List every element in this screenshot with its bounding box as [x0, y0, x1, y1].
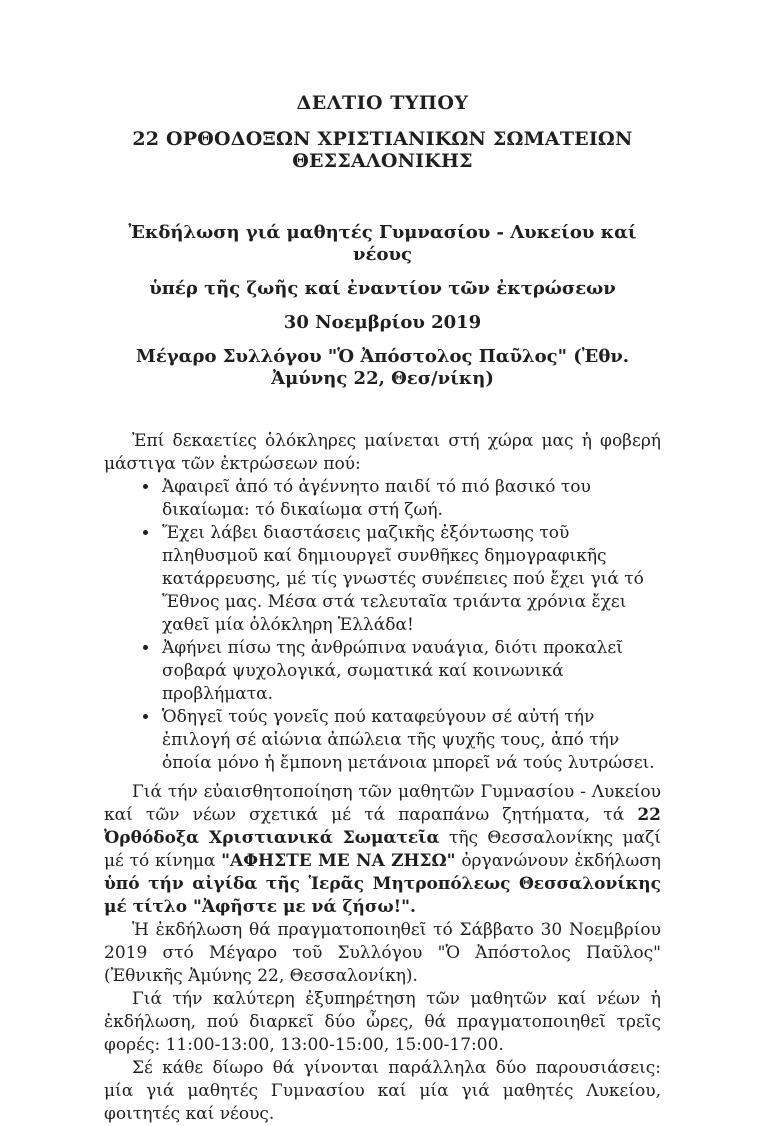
bullet-item: • Ἀφαιρεῖ ἀπό τό ἀγέννητο παιδί τό πιό βασικό του δικαίωμα: τό δικαίωμα στή ζωή.	[160, 476, 661, 522]
text-run: ὀργανώνουν ἐκδήλωση	[455, 851, 661, 871]
consequences-bullet-list	[104, 476, 661, 775]
bullet-item: • Ἔχει λάβει διαστάσεις μαζικῆς ἐξόντωσης τοῦ πληθυσμοῦ καί δημιουργεῖ συνθῆκες δημογραφικῆς κατάρρευσης, μέ τίς γνωστές συνέπειες πού ἔχει γιά τό Ἔθνος μας. Μέσα στά τελευταῖα τριάντα χρόνια ἔχει χαθεῖ μία ὁλόκληρη Ἑλλάδα!	[160, 522, 661, 637]
bullet-item: • Ἀφήνει πίσω της ἀνθρώπινα ναυάγια, διότι προκαλεῖ σοβαρά ψυχολογικά, σωματικά καί κοινωνικά προβλήματα.	[160, 637, 661, 706]
sessions-paragraph: Σέ κάθε δίωρο θά γίνονται παράλληλα δύο παρουσιάσεις: μία γιά μαθητές Γυμνασίου καί μία γιά μαθητές Λυκείου, φοιτητές καί νέους.	[104, 1058, 661, 1124]
bold-text-run: ὑπό τήν αἰγίδα τῆς Ἱερᾶς Μητροπόλεως Θεσσαλονίκης μέ τίτλο "Ἀφῆστε με νά ζήσω!".	[104, 874, 661, 917]
document-content	[104, 92, 661, 1126]
body-text-block	[104, 430, 661, 1126]
text-run: Γιά τήν εὐαισθητοποίηση τῶν μαθητῶν Γυμνασίου - Λυκείου καί τῶν νέων σχετικά μέ τά παραπάνω ζητήματα, τά	[104, 782, 661, 825]
event-venue: Μέγαρο Συλλόγου "Ὁ Ἀπόστολος Παῦλος" (Ἐθν. Ἀμύνης 22, Θεσ/νίκη)	[135, 346, 630, 389]
organizers-paragraph	[104, 781, 661, 919]
event-title-line-1: Ἐκδήλωση γιά μαθητές Γυμνασίου - Λυκείου καί νέους	[128, 222, 637, 265]
press-release-title: ΔΕΛΤΙΟ ΤΥΠΟΥ	[296, 92, 469, 114]
text-run: τῆς Θεσσαλονίκης μαζί μέ τό κίνημα	[104, 828, 661, 871]
bullet-item: • Ὁδηγεῖ τούς γονεῖς πού καταφεύγουν σέ αὐτή τήν ἐπιλογή σέ αἰώνια ἀπώλεια τῆς ψυχῆς τους, ἀπό τήν ὁποία μόνο ἡ ἔμπονη μετάνοια μπορεῖ νά τούς λυτρώσει.	[160, 706, 661, 775]
intro-paragraph: Ἐπί δεκαετίες ὁλόκληρες μαίνεται στή χώρα μας ἡ φοβερή μάστιγα τῶν ἐκτρώσεων πού:	[104, 431, 661, 474]
organization-title: 22 ΟΡΘΟΔΟΞΩΝ ΧΡΙΣΤΙΑΝΙΚΩΝ ΣΩΜΑΤΕΙΩΝ ΘΕΣΣΑΛΟΝΙΚΗΣ	[132, 128, 633, 172]
times-paragraph: Γιά τήν καλύτερη ἐξυπηρέτηση τῶν μαθητῶν καί νέων ἡ ἐκδήλωση, πού διαρκεῖ δύο ὧρες, θά πραγματοποιηθεῖ τρεῖς φορές: 11:00-13:00, 13:00-15:00, 15:00-17:00.	[104, 989, 661, 1055]
event-title-line-2: ὑπέρ τῆς ζωῆς καί ἐναντίον τῶν ἐκτρώσεων	[149, 278, 616, 299]
when-where-paragraph: Ἡ ἐκδήλωση θά πραγματοποιηθεῖ τό Σάββατο 30 Νοεμβρίου 2019 στό Μέγαρο τοῦ Συλλόγου "Ὁ Ἀπόστολος Παῦλος" (Ἐθνικῆς Ἀμύνης 22, Θεσσαλονίκη).	[104, 920, 661, 986]
event-info-block	[104, 222, 661, 390]
bold-text-run: "ΑΦΗΣΤΕ ΜΕ ΝΑ ΖΗΣΩ"	[221, 851, 456, 871]
bold-text-run: 22 Ὀρθόδοξα Χριστιανικά Σωματεῖα	[104, 805, 661, 848]
event-date: 30 Νοεμβρίου 2019	[283, 312, 482, 333]
